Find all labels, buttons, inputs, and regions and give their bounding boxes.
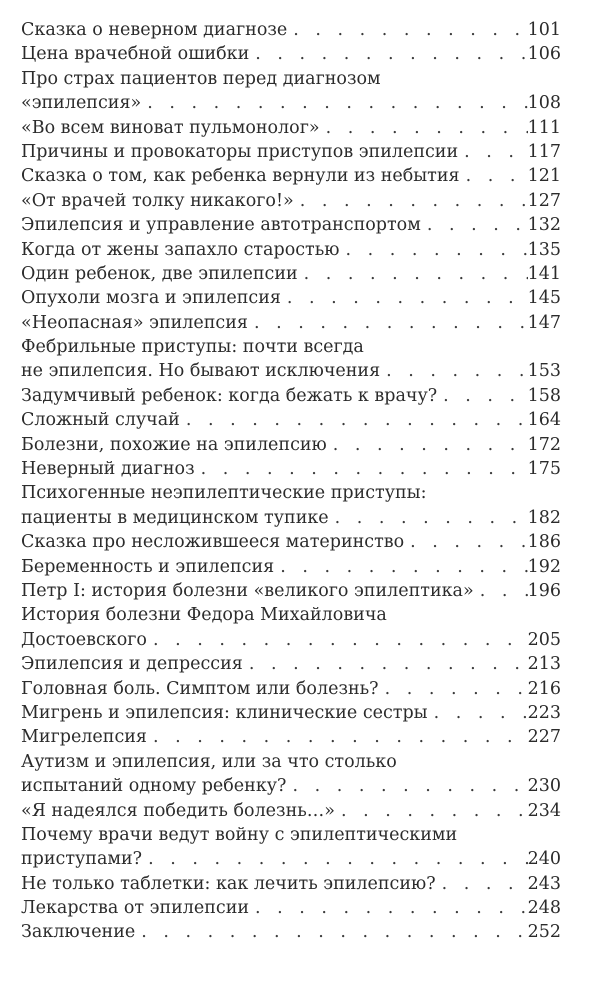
toc-entry[interactable] bbox=[21, 799, 561, 823]
toc-entry-title: Сказка про несложившееся материнство bbox=[21, 532, 405, 553]
toc-page-number: 248 bbox=[527, 898, 561, 919]
toc-entry-last-line bbox=[21, 506, 561, 530]
toc-page-number: 186 bbox=[527, 532, 561, 553]
toc-page-number: 108 bbox=[527, 93, 561, 114]
toc-entry-last-line bbox=[21, 359, 561, 383]
toc-entry[interactable] bbox=[21, 481, 561, 530]
dot-leader bbox=[249, 896, 528, 920]
toc-entry-last-line bbox=[21, 384, 561, 408]
toc-entry-line bbox=[21, 750, 561, 774]
dot-leader bbox=[294, 189, 528, 213]
dot-leader bbox=[335, 799, 528, 823]
toc-entry-title: Психогенные неэпилептические приступы: bbox=[21, 483, 427, 504]
dot-leader bbox=[147, 628, 528, 652]
dot-leader bbox=[327, 433, 528, 457]
toc-page-number: 192 bbox=[527, 556, 561, 577]
toc-entry[interactable] bbox=[21, 750, 561, 799]
dot-leader bbox=[147, 725, 528, 749]
dot-leader bbox=[142, 847, 528, 871]
toc-entry-last-line bbox=[21, 847, 561, 871]
toc-entry[interactable] bbox=[21, 335, 561, 384]
toc-entry-title: «эпилепсия» bbox=[21, 93, 142, 114]
toc-entry-title: Заключение bbox=[21, 922, 136, 943]
toc-entry[interactable] bbox=[21, 896, 561, 920]
toc-entry[interactable] bbox=[21, 530, 561, 554]
toc-entry-title: Достоевского bbox=[21, 629, 147, 650]
toc-entry[interactable] bbox=[21, 238, 561, 262]
toc-entry-last-line bbox=[21, 311, 561, 335]
toc-entry-last-line bbox=[21, 164, 561, 188]
toc-page-number: 127 bbox=[527, 190, 561, 211]
toc-entry-last-line bbox=[21, 701, 561, 725]
toc-entry[interactable] bbox=[21, 116, 561, 140]
toc-entry[interactable] bbox=[21, 42, 561, 66]
toc-page-number: 164 bbox=[527, 410, 561, 431]
toc-entry-last-line bbox=[21, 408, 561, 432]
toc-entry-title: испытаний одному ребенку? bbox=[21, 776, 287, 797]
toc-entry-last-line bbox=[21, 579, 561, 603]
toc-entry-last-line bbox=[21, 530, 561, 554]
toc-entry-title: «Я надеялся победить болезнь…» bbox=[21, 800, 335, 821]
toc-entry-last-line bbox=[21, 872, 561, 896]
toc-entry[interactable] bbox=[21, 920, 561, 944]
toc-entry-last-line bbox=[21, 457, 561, 481]
toc-entry[interactable] bbox=[21, 311, 561, 335]
toc-page-number: 117 bbox=[527, 141, 561, 162]
toc-entry-title: «От врачей толку никакого!» bbox=[21, 190, 294, 211]
toc-entry-title: Головная боль. Симптом или болезнь? bbox=[21, 678, 379, 699]
toc-page-number: 101 bbox=[527, 20, 561, 40]
dot-leader bbox=[460, 164, 528, 188]
toc-entry-title: «Во всем виноват пульмонолог» bbox=[21, 117, 320, 138]
dot-leader bbox=[404, 530, 527, 554]
table-of-contents bbox=[21, 18, 561, 945]
toc-entry-title: Мигрень и эпилепсия: клинические сестры bbox=[21, 702, 428, 723]
toc-entry[interactable] bbox=[21, 67, 561, 116]
toc-entry-title: Задумчивый ребенок: когда бежать к врачу? bbox=[21, 385, 438, 406]
toc-entry[interactable] bbox=[21, 18, 561, 42]
dot-leader bbox=[298, 262, 528, 286]
dot-leader bbox=[281, 286, 528, 310]
toc-entry[interactable] bbox=[21, 140, 561, 164]
toc-page-number: 158 bbox=[527, 385, 561, 406]
dot-leader bbox=[436, 872, 528, 896]
toc-page-number: 205 bbox=[527, 629, 561, 650]
dot-leader bbox=[320, 116, 528, 140]
dot-leader bbox=[141, 91, 527, 115]
toc-entry-last-line bbox=[21, 262, 561, 286]
toc-entry-line bbox=[21, 823, 561, 847]
toc-entry[interactable] bbox=[21, 677, 561, 701]
toc-entry-line bbox=[21, 603, 561, 627]
toc-entry-line bbox=[21, 481, 561, 505]
toc-entry-title: Беременность и эпилепсия bbox=[21, 556, 275, 577]
toc-page-number: 196 bbox=[527, 580, 561, 601]
toc-entry[interactable] bbox=[21, 384, 561, 408]
dot-leader bbox=[243, 652, 528, 676]
toc-entry[interactable] bbox=[21, 262, 561, 286]
toc-entry-line bbox=[21, 67, 561, 91]
toc-entry-last-line bbox=[21, 652, 561, 676]
toc-page-number: 141 bbox=[527, 263, 561, 284]
toc-entry-title: Один ребенок, две эпилепсии bbox=[21, 263, 298, 284]
toc-entry-last-line bbox=[21, 18, 561, 42]
toc-entry-title: Эпилепсия и депрессия bbox=[21, 654, 243, 675]
dot-leader bbox=[286, 774, 527, 798]
toc-page-number: 230 bbox=[527, 776, 561, 797]
toc-entry-last-line bbox=[21, 677, 561, 701]
toc-entry-title: не эпилепсия. Но бывают исключения bbox=[21, 361, 381, 382]
toc-entry[interactable] bbox=[21, 164, 561, 188]
toc-entry-last-line bbox=[21, 725, 561, 749]
dot-leader bbox=[249, 42, 527, 66]
toc-entry-title: Аутизм и эпилепсия, или за что столько bbox=[21, 751, 397, 772]
toc-entry-title: пациенты в медицинском тупике bbox=[21, 507, 329, 528]
toc-entry-title: Сказка о неверном диагнозе bbox=[21, 20, 288, 40]
toc-page-number: 213 bbox=[527, 654, 561, 675]
toc-entry-last-line bbox=[21, 238, 561, 262]
toc-page-number: 227 bbox=[527, 727, 561, 748]
dot-leader bbox=[379, 677, 528, 701]
toc-entry-last-line bbox=[21, 628, 561, 652]
toc-entry[interactable] bbox=[21, 213, 561, 237]
dot-leader bbox=[421, 213, 528, 237]
toc-entry-title: Неверный диагноз bbox=[21, 459, 195, 480]
toc-entry[interactable] bbox=[21, 872, 561, 896]
toc-entry-last-line bbox=[21, 116, 561, 140]
toc-entry[interactable] bbox=[21, 701, 561, 725]
toc-page-number: 243 bbox=[527, 873, 561, 894]
toc-entry[interactable] bbox=[21, 457, 561, 481]
toc-page-number: 153 bbox=[527, 361, 561, 382]
toc-entry[interactable] bbox=[21, 189, 561, 213]
dot-leader bbox=[437, 384, 527, 408]
toc-entry[interactable] bbox=[21, 725, 561, 749]
toc-page-number: 111 bbox=[527, 117, 561, 138]
toc-entry-line bbox=[21, 335, 561, 359]
toc-page-number: 106 bbox=[527, 44, 561, 65]
dot-leader bbox=[474, 579, 528, 603]
toc-entry[interactable] bbox=[21, 579, 561, 603]
dot-leader bbox=[287, 18, 527, 42]
toc-page-number: 145 bbox=[527, 288, 561, 309]
toc-page-number: 175 bbox=[527, 459, 561, 480]
dot-leader bbox=[248, 311, 528, 335]
toc-entry[interactable] bbox=[21, 408, 561, 432]
toc-entry-title: Причины и провокаторы приступов эпилепсии bbox=[21, 141, 459, 162]
toc-entry-title: Опухоли мозга и эпилепсия bbox=[21, 288, 281, 309]
toc-entry-last-line bbox=[21, 213, 561, 237]
toc-entry-last-line bbox=[21, 189, 561, 213]
toc-page-number: 172 bbox=[527, 434, 561, 455]
toc-entry-title: Мигрелепсия bbox=[21, 727, 147, 748]
toc-entry-last-line bbox=[21, 91, 561, 115]
toc-entry-last-line bbox=[21, 799, 561, 823]
toc-entry-title: Цена врачебной ошибки bbox=[21, 44, 250, 65]
dot-leader bbox=[274, 555, 527, 579]
toc-page-number: 234 bbox=[527, 800, 561, 821]
toc-entry-last-line bbox=[21, 774, 561, 798]
dot-leader bbox=[180, 408, 528, 432]
toc-entry-title: Фебрильные приступы: почти всегда bbox=[21, 337, 364, 358]
toc-entry-last-line bbox=[21, 140, 561, 164]
toc-entry[interactable] bbox=[21, 823, 561, 872]
toc-page-number: 182 bbox=[527, 507, 561, 528]
toc-entry-title: Почему врачи ведут войну с эпилептическими bbox=[21, 824, 458, 845]
toc-page-number: 240 bbox=[527, 849, 561, 870]
toc-entry-title: Болезни, похожие на эпилепсию bbox=[21, 434, 327, 455]
toc-entry-title: Петр I: история болезни «великого эпилептика» bbox=[21, 580, 474, 601]
dot-leader bbox=[329, 506, 528, 530]
toc-entry-last-line bbox=[21, 433, 561, 457]
toc-entry[interactable] bbox=[21, 286, 561, 310]
toc-entry-title: Лекарства от эпилепсии bbox=[21, 898, 250, 919]
toc-entry-title: приступами? bbox=[21, 849, 143, 870]
dot-leader bbox=[195, 457, 528, 481]
toc-page-number: 135 bbox=[527, 239, 561, 260]
dot-leader bbox=[339, 238, 527, 262]
toc-page-number: 223 bbox=[527, 702, 561, 723]
dot-leader bbox=[428, 701, 528, 725]
dot-leader bbox=[135, 920, 527, 944]
toc-page-number: 252 bbox=[527, 922, 561, 943]
toc-entry-title: «Неопасная» эпилепсия bbox=[21, 312, 248, 333]
toc-entry-title: Про страх пациентов перед диагнозом bbox=[21, 68, 381, 89]
toc-entry-last-line bbox=[21, 555, 561, 579]
toc-page-number: 132 bbox=[527, 215, 561, 236]
toc-entry-last-line bbox=[21, 920, 561, 944]
toc-entry[interactable] bbox=[21, 603, 561, 652]
toc-page-number: 121 bbox=[527, 166, 561, 187]
toc-entry[interactable] bbox=[21, 433, 561, 457]
toc-entry-last-line bbox=[21, 42, 561, 66]
dot-leader bbox=[458, 140, 527, 164]
toc-page-number: 216 bbox=[527, 678, 561, 699]
toc-page-number: 147 bbox=[527, 312, 561, 333]
toc-entry-title: Эпилепсия и управление автотранспортом bbox=[21, 215, 421, 236]
toc-entry[interactable] bbox=[21, 555, 561, 579]
toc-entry-title: История болезни Федора Михайловича bbox=[21, 605, 387, 626]
toc-entry-title: Когда от жены запахло старостью bbox=[21, 239, 340, 260]
toc-entry-last-line bbox=[21, 896, 561, 920]
toc-entry-title: Сказка о том, как ребенка вернули из небытия bbox=[21, 166, 460, 187]
toc-entry[interactable] bbox=[21, 652, 561, 676]
toc-entry-title: Сложный случай bbox=[21, 410, 180, 431]
dot-leader bbox=[380, 359, 527, 383]
toc-entry-title: Не только таблетки: как лечить эпилепсию? bbox=[21, 873, 436, 894]
toc-entry-last-line bbox=[21, 286, 561, 310]
